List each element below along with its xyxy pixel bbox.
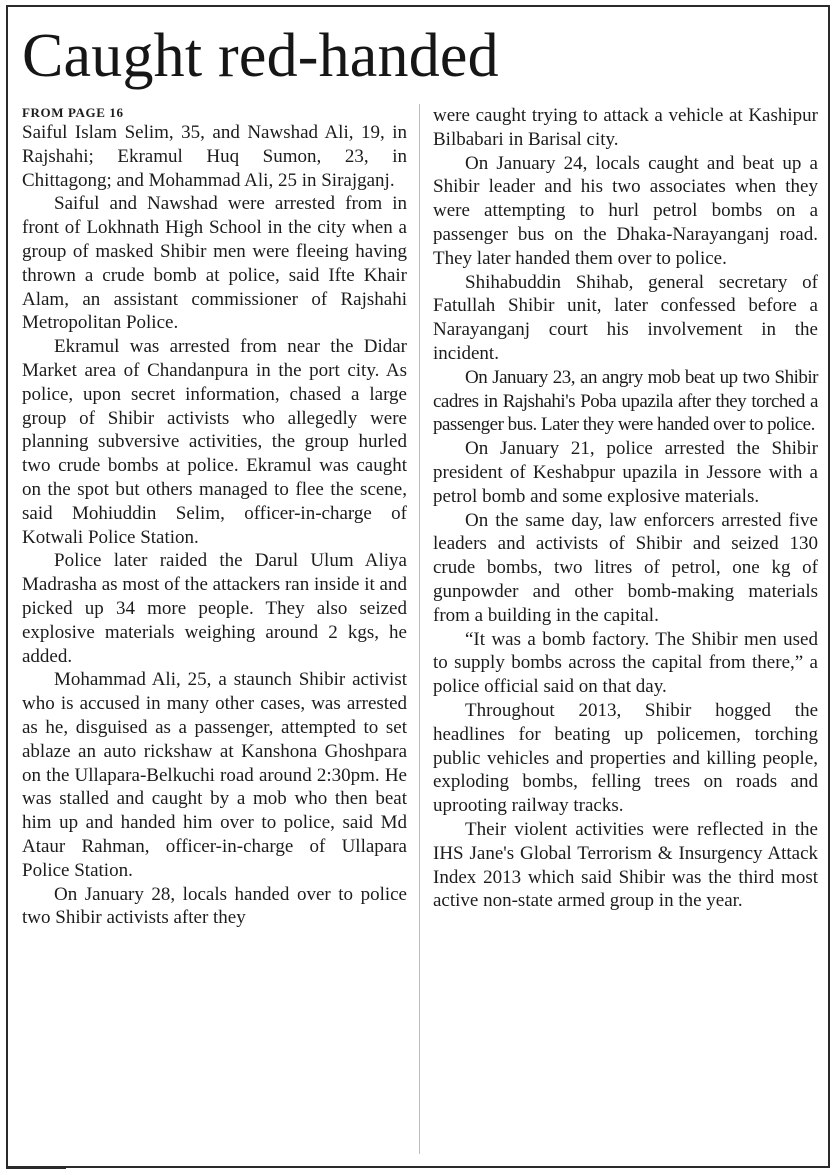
- paragraph: “It was a bomb factory. The Shibir men used to supply bombs across the capital from there,” a police official said on that day.: [433, 628, 818, 698]
- kicker: FROM PAGE 16: [22, 105, 124, 120]
- paragraph: On January 23, an angry mob beat up two Shibir cadres in Rajshahi's Poba upazila after they torched a passenger bus. Later they were handed over to police.: [433, 366, 818, 436]
- column-right: [433, 104, 818, 913]
- paragraph: On January 21, police arrested the Shibir president of Keshabpur upazila in Jessore with a petrol bomb and some explosive materials.: [433, 438, 818, 507]
- bottom-rule: [6, 1166, 66, 1169]
- paragraph: Police later raided the Darul Ulum Aliya Madrasha as most of the attackers ran inside it and picked up 34 more people. They also seized explosive materials weighing around 2 kgs, he added.: [22, 550, 407, 667]
- column-left: [22, 104, 407, 930]
- paragraph: On January 24, locals caught and beat up a Shibir leader and his two associates when they were attempting to hurl petrol bombs on a passenger bus on the Dhaka-Narayanganj road. They later handed them over to police.: [433, 152, 818, 269]
- paragraph: Saiful Islam Selim, 35, and Nawshad Ali, 19, in Rajshahi; Ekramul Huq Sumon, 23, in Chittagong; and Mohammad Ali, 25 in Sirajganj.: [22, 122, 407, 191]
- paragraph: Their violent activities were reflected in the IHS Jane's Global Terrorism & Insurgency Attack Index 2013 which said Shibir was the third most active non-state armed group in the year.: [433, 818, 818, 912]
- paragraph: Ekramul was arrested from near the Didar Market area of Chandanpura in the port city. As police, upon secret information, chased a large group of Shibir activists who allegedly were planning subversive activities, the group hurled two crude bombs at police. Ekramul was caught on the spot but others managed to flee the scene, said Mohiuddin Selim, officer-in-charge of Kotwali Police Station.: [22, 336, 407, 548]
- column-divider: [419, 104, 420, 1154]
- paragraph: On January 28, locals handed over to police two Shibir activists after they: [22, 883, 407, 929]
- paragraph: Saiful and Nawshad were arrested from in front of Lokhnath High School in the city when a group of masked Shibir men were fleeing having thrown a crude bomb at police, said Ifte Khair Alam, an assistant commissioner of Rajshahi Metropolitan Police.: [22, 193, 407, 334]
- paragraph: Mohammad Ali, 25, a staunch Shibir activist who is accused in many other cases, was arrested as he, disguised as a passenger, attempted to set ablaze an auto rickshaw at Kanshona Ghoshpara on the Ullapara-Belkuchi road around 2:30pm. He was stalled and caught by a mob who then beat him up and handed him over to police, said Md Ataur Rahman, officer-in-charge of Ullapara Police Station.: [22, 669, 407, 881]
- paragraph: Shihabuddin Shihab, general secretary of Fatullah Shibir unit, later confessed before a Narayanganj court his involvement in the incident.: [433, 271, 818, 364]
- paragraph: were caught trying to attack a vehicle at Kashipur Bilbabari in Barisal city.: [433, 105, 818, 150]
- paragraph: Throughout 2013, Shibir hogged the headlines for beating up policemen, torching public vehicles and properties and killing people, exploding bombs, felling trees on roads and uprooting railway tracks.: [433, 699, 818, 817]
- paragraph: On the same day, law enforcers arrested five leaders and activists of Shibir and seized 130 crude bombs, two litres of petrol, one kg of gunpowder and other bomb-making materials from a building in the capital.: [433, 509, 818, 626]
- headline: Caught red-handed: [22, 22, 499, 90]
